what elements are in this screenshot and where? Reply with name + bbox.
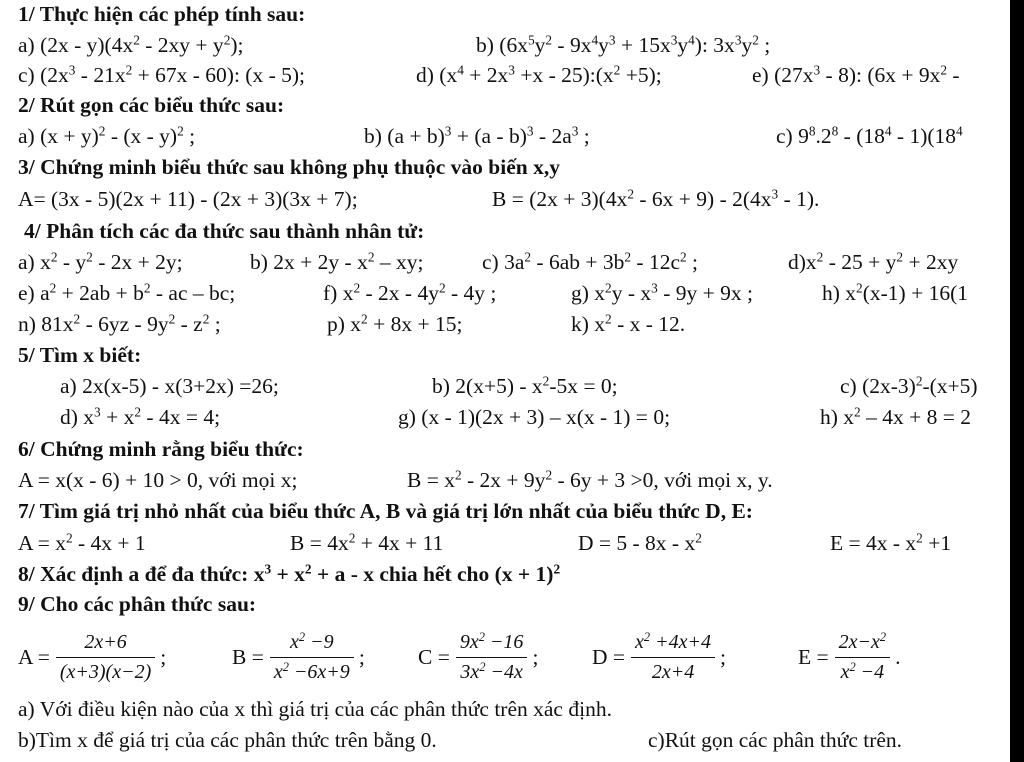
- s7-e: $E = 4x - x^2 +1$: [830, 530, 952, 555]
- s4-d: $d)x^2 - 25 + y^2 + 2xy$: [788, 249, 959, 274]
- s2-c: c) $9^8.2^8 - (18^4 - 1)(18^4$: [776, 123, 963, 148]
- fraction-e-denominator: $x^2 -4$: [840, 659, 885, 683]
- s3-a: A= (3x - 5)(2x + 11) - (2x + 3)(3x + 7);: [18, 187, 358, 211]
- fraction-e-numerator: $2x-x^2$: [835, 631, 890, 658]
- s4-n: n) $81x^2 - 6yz - 9y^2 - z^2$ ;: [18, 311, 221, 336]
- s4-e: e) $a^2 + 2ab + b^2$ - ac – bc;: [18, 280, 236, 305]
- fraction-a: [18, 622, 166, 692]
- s9-question-a: a) Với điều kiện nào của x thì giá trị của các phân thức trên xác định.: [18, 697, 612, 721]
- s1-d: d) ($x^4 + 2x^3 +x$ - $25):(x^2 +5)$;: [416, 62, 662, 87]
- s1-c: c) $(2x^3 - 21x^2 + 67x - 60)$: (x - 5);: [18, 62, 306, 87]
- s6-b: $B = x^2 - 2x + 9y^2 - 6y + 3 >0$, với mọi x, y.: [407, 467, 773, 492]
- section-8-title: 8/ Xác định a để đa thức: $x^3 + x^2 + a - x$ chia hết cho $(x + 1)^2$: [18, 561, 561, 586]
- s7-d: $D = 5 - 8x - x^2$: [578, 530, 702, 555]
- fraction-b-label: B =: [232, 644, 264, 669]
- s4-g: g) $x^2y - x^3 - 9y + 9x$ ;: [571, 280, 753, 305]
- fraction-a-numerator: 2x+6: [56, 631, 155, 658]
- s4-f: f) $x^2 - 2x - 4y^2 - 4y$ ;: [323, 280, 497, 305]
- section-3-title: 3/ Chứng minh biểu thức sau không phụ thuộc vào biến x,y: [18, 155, 560, 179]
- s3-b: $B = (2x + 3)(4x^2 - 6x + 9) - 2(4x^3 - 1)$.: [492, 186, 820, 211]
- s4-k: k) $x^2$ - x - 12.: [571, 311, 686, 336]
- s4-h: h) $x^2(x-1) + 16(1$: [822, 280, 968, 305]
- s9-question-c: c)Rút gọn các phân thức trên.: [648, 728, 903, 752]
- fraction-c: [418, 622, 538, 692]
- section-9-title: 9/ Cho các phân thức sau:: [18, 592, 257, 616]
- section-4-title: 4/ Phân tích các đa thức sau thành nhân tử:: [24, 219, 425, 243]
- fraction-b-denominator: $x^2 -6x+9$: [273, 659, 350, 683]
- fraction-a-separator: ;: [160, 644, 167, 669]
- section-7-title: 7/ Tìm giá trị nhỏ nhất của biểu thức A, B và giá trị lớn nhất của biểu thức D, E:: [18, 499, 753, 523]
- section-5-title: 5/ Tìm x biết:: [18, 343, 142, 367]
- section-1-title: 1/ Thực hiện các phép tính sau:: [18, 2, 306, 26]
- s1-b: b) $(6x^5y^2 - 9x^4y^3 + 15x^3y^4)$: $3x^3y^2$ ;: [476, 32, 771, 57]
- s2-a: a) $(x + y)^2 - (x - y)^2$ ;: [18, 123, 196, 148]
- s5-b: b) $2(x+5) - x^2-5x = 0$;: [432, 373, 618, 398]
- fraction-c-numerator: $9x^2 -16$: [456, 631, 528, 658]
- fraction-a-label: A =: [18, 644, 50, 669]
- s5-h: h) $x^2 - 4x + 8 = 2$: [820, 404, 971, 429]
- fraction-c-separator: ;: [532, 644, 539, 669]
- fraction-e-separator: .: [895, 644, 901, 669]
- fraction-d-separator: ;: [720, 644, 726, 669]
- s4-c: c) $3a^2 - 6ab + 3b^2 - 12c^2$ ;: [482, 249, 699, 274]
- s9-question-b: b)Tìm x để giá trị của các phân thức trên bằng 0.: [18, 728, 437, 752]
- s7-b: $B = 4x^2 + 4x + 11$: [290, 530, 444, 555]
- fraction-c-denominator: $3x^2 -4x$: [460, 659, 523, 683]
- s5-a: a) 2x(x-5) - x(3+2x) =26;: [60, 374, 279, 398]
- s4-b: b) $2x + 2y - x^2$ – xy;: [250, 249, 424, 274]
- s4-p: p) $x^2 + 8x + 15$;: [327, 311, 463, 336]
- s5-g: g) (x - 1)(2x + 3) – x(x - 1) = 0;: [398, 405, 671, 429]
- fraction-c-label: C =: [418, 644, 450, 669]
- fraction-b-separator: ;: [358, 644, 365, 669]
- fraction-e: [798, 622, 900, 692]
- s2-b: b) $(a + b)^3 + (a - b)^3 - 2a^3$ ;: [364, 123, 590, 148]
- s5-d: d) $x^3 + x^2 - 4x = 4$;: [60, 404, 221, 429]
- s4-a: a) $x^2 - y^2 - 2x + 2y$;: [18, 249, 183, 274]
- fraction-b-numerator: $x^2 -9$: [270, 631, 354, 658]
- s1-a: a) $(2x - y)(4x^2 - 2xy + y^2)$;: [18, 32, 244, 57]
- fraction-d: [592, 622, 726, 692]
- s1-e: e) $(27x^3 - 8)$: ($6x + 9x^2$ -: [752, 62, 960, 87]
- section-6-title: 6/ Chứng minh rằng biểu thức:: [18, 437, 304, 461]
- section-2-title: 2/ Rút gọn các biểu thức sau:: [18, 93, 285, 117]
- fraction-e-label: E =: [798, 644, 829, 669]
- fraction-d-label: D =: [592, 644, 626, 669]
- fraction-d-denominator: 2x+4: [651, 660, 695, 683]
- s5-c: c) $(2x-3)^2-(x+5)$: [840, 373, 978, 398]
- fraction-a-denominator: (x+3)(x−2): [59, 660, 152, 683]
- fraction-b: [232, 622, 365, 692]
- fraction-d-numerator: $x^2 +4x+4$: [631, 631, 715, 658]
- s7-a: $A = x^2 - 4x + 1$: [18, 530, 146, 555]
- s6-a: A = x(x - 6) + 10 > 0, với mọi x;: [18, 468, 298, 492]
